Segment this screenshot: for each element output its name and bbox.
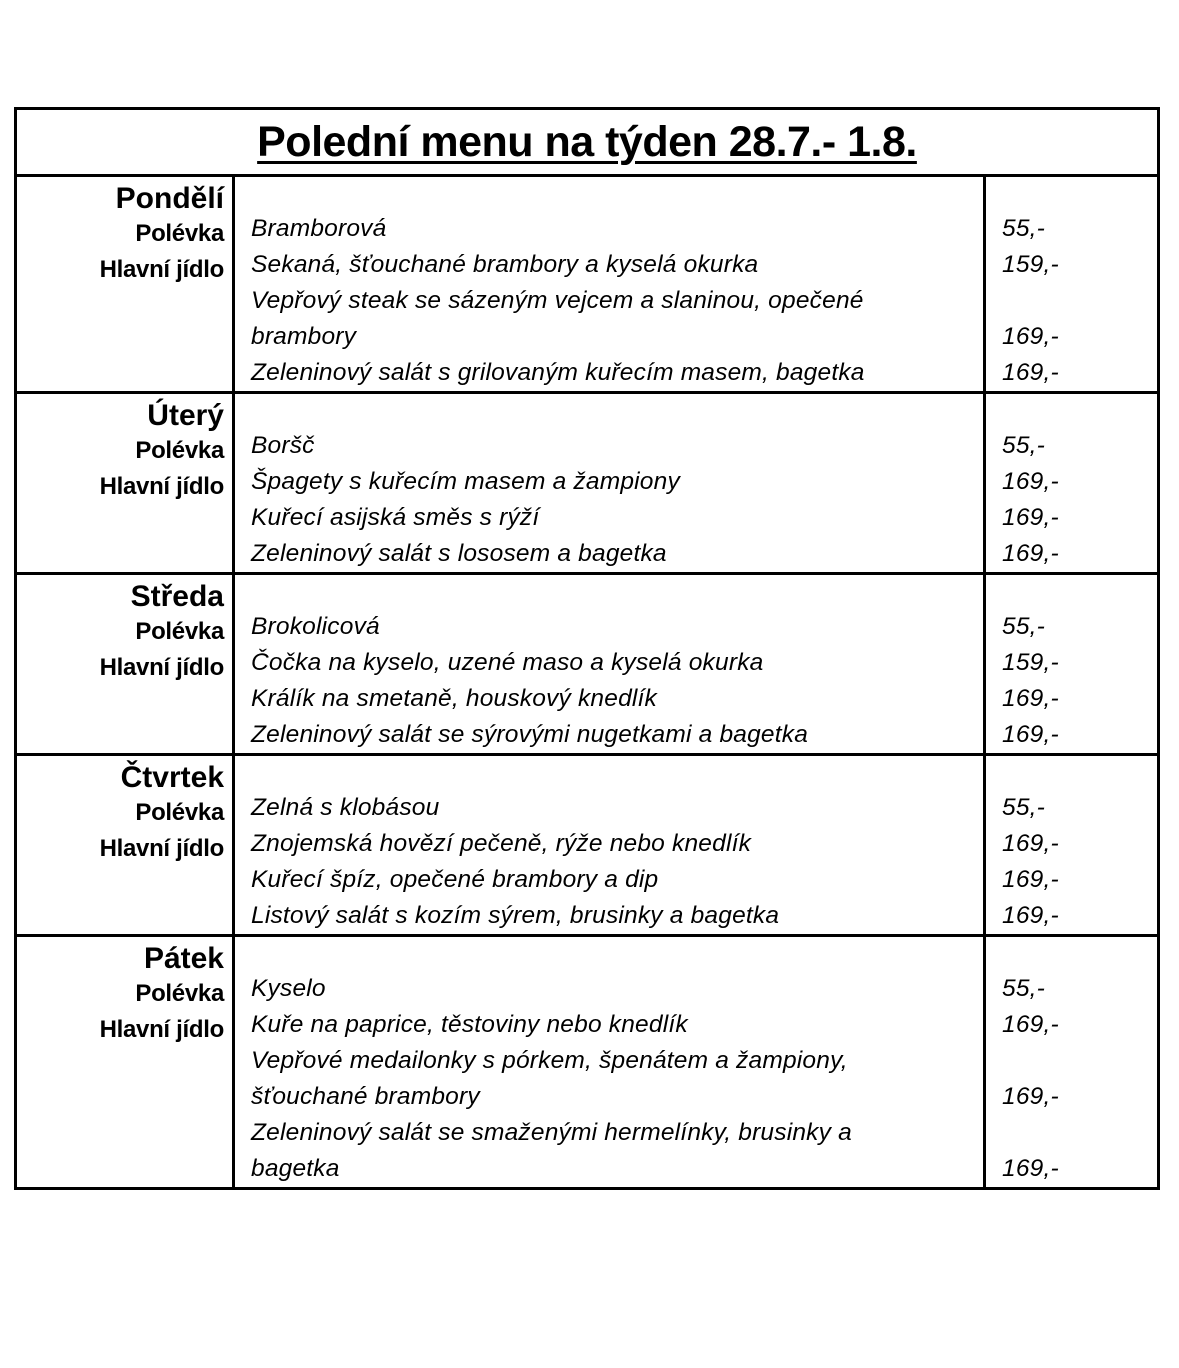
dish-price: 169,- xyxy=(1002,830,1059,857)
day-name: Čtvrtek xyxy=(120,761,224,794)
prices-cell xyxy=(986,177,1157,391)
dish-price: 169,- xyxy=(1002,323,1059,350)
dish-price: 169,- xyxy=(1002,685,1059,712)
dish-text: Králík na smetaně, houskový knedlík xyxy=(251,685,658,712)
day-label-cell xyxy=(17,575,235,753)
title-row xyxy=(17,110,1157,177)
day-row-patek xyxy=(17,937,1157,1187)
dish-price: 169,- xyxy=(1002,504,1059,531)
dish-text: Znojemská hovězí pečeně, rýže nebo knedlík xyxy=(251,830,752,857)
dish-text: brambory xyxy=(251,323,357,350)
dish-price: 169,- xyxy=(1002,1083,1059,1110)
prices-cell xyxy=(986,937,1157,1187)
day-label-cell xyxy=(17,937,235,1187)
dishes-cell xyxy=(235,394,986,572)
dish-text: Zeleninový salát s grilovaným kuřecím masem, bagetka xyxy=(251,359,865,386)
dish-price: 169,- xyxy=(1002,540,1059,567)
dish-price: 169,- xyxy=(1002,468,1059,495)
main-course-label: Hlavní jídlo xyxy=(99,654,224,681)
day-label-cell xyxy=(17,394,235,572)
dish-price: 169,- xyxy=(1002,359,1059,386)
dish-text: Sekaná, šťouchané brambory a kyselá okurka xyxy=(251,251,759,278)
dish-price: 169,- xyxy=(1002,902,1059,929)
soup-label: Polévka xyxy=(135,437,224,464)
dish-price: 55,- xyxy=(1002,215,1046,242)
main-course-label: Hlavní jídlo xyxy=(99,256,224,283)
prices-cell xyxy=(986,575,1157,753)
dish-price: 159,- xyxy=(1002,649,1059,676)
day-label-cell xyxy=(17,756,235,934)
prices-cell xyxy=(986,394,1157,572)
dishes-cell xyxy=(235,575,986,753)
dishes-cell xyxy=(235,937,986,1187)
soup-label: Polévka xyxy=(135,220,224,247)
dish-text: Boršč xyxy=(251,432,315,459)
dish-text: Zelná s klobásou xyxy=(251,794,440,821)
day-name: Pátek xyxy=(143,942,224,975)
dish-price: 55,- xyxy=(1002,432,1046,459)
day-name: Pondělí xyxy=(115,182,224,215)
dishes-cell xyxy=(235,177,986,391)
dish-text: Vepřové medailonky s pórkem, špenátem a žampiony, xyxy=(251,1047,848,1074)
day-row-pondeli xyxy=(17,177,1157,394)
day-name: Středa xyxy=(130,580,224,613)
dish-text: bagetka xyxy=(251,1155,340,1182)
dish-text: Zeleninový salát se sýrovými nugetkami a bagetka xyxy=(251,721,809,748)
soup-label: Polévka xyxy=(135,980,224,1007)
dish-text: Špagety s kuřecím masem a žampiony xyxy=(251,468,680,495)
dish-text: Vepřový steak se sázeným vejcem a slaninou, opečené xyxy=(251,287,864,314)
weekly-menu-table xyxy=(14,107,1160,1190)
dish-price: 55,- xyxy=(1002,975,1046,1002)
main-course-label: Hlavní jídlo xyxy=(99,835,224,862)
dish-text: šťouchané brambory xyxy=(251,1083,480,1110)
days-container xyxy=(17,177,1157,1187)
day-row-streda xyxy=(17,575,1157,756)
dish-text: Zeleninový salát s lososem a bagetka xyxy=(251,540,667,567)
dish-price: 159,- xyxy=(1002,251,1059,278)
dish-price: 169,- xyxy=(1002,866,1059,893)
day-label-cell xyxy=(17,177,235,391)
dish-text: Kyselo xyxy=(251,975,326,1002)
dish-price: 55,- xyxy=(1002,613,1046,640)
dishes-cell xyxy=(235,756,986,934)
soup-label: Polévka xyxy=(135,618,224,645)
dish-text: Zeleninový salát se smaženými hermelínky, brusinky a xyxy=(251,1119,852,1146)
dish-text: Kuřecí asijská směs s rýží xyxy=(251,504,540,531)
prices-cell xyxy=(986,756,1157,934)
dish-price: 169,- xyxy=(1002,1011,1059,1038)
dish-text: Listový salát s kozím sýrem, brusinky a bagetka xyxy=(251,902,780,929)
dish-text: Kuřecí špíz, opečené brambory a dip xyxy=(251,866,659,893)
main-course-label: Hlavní jídlo xyxy=(99,473,224,500)
day-row-ctvrtek xyxy=(17,756,1157,937)
dish-text: Bramborová xyxy=(251,215,387,242)
dish-price: 169,- xyxy=(1002,1155,1059,1182)
dish-price: 169,- xyxy=(1002,721,1059,748)
dish-text: Čočka na kyselo, uzené maso a kyselá okurka xyxy=(251,649,764,676)
dish-text: Brokolicová xyxy=(251,613,380,640)
day-row-utery xyxy=(17,394,1157,575)
main-course-label: Hlavní jídlo xyxy=(99,1016,224,1043)
soup-label: Polévka xyxy=(135,799,224,826)
menu-title: Polední menu na týden 28.7.- 1.8. xyxy=(257,117,917,166)
dish-text: Kuře na paprice, těstoviny nebo knedlík xyxy=(251,1011,688,1038)
dish-price: 55,- xyxy=(1002,794,1046,821)
day-name: Úterý xyxy=(147,399,224,432)
